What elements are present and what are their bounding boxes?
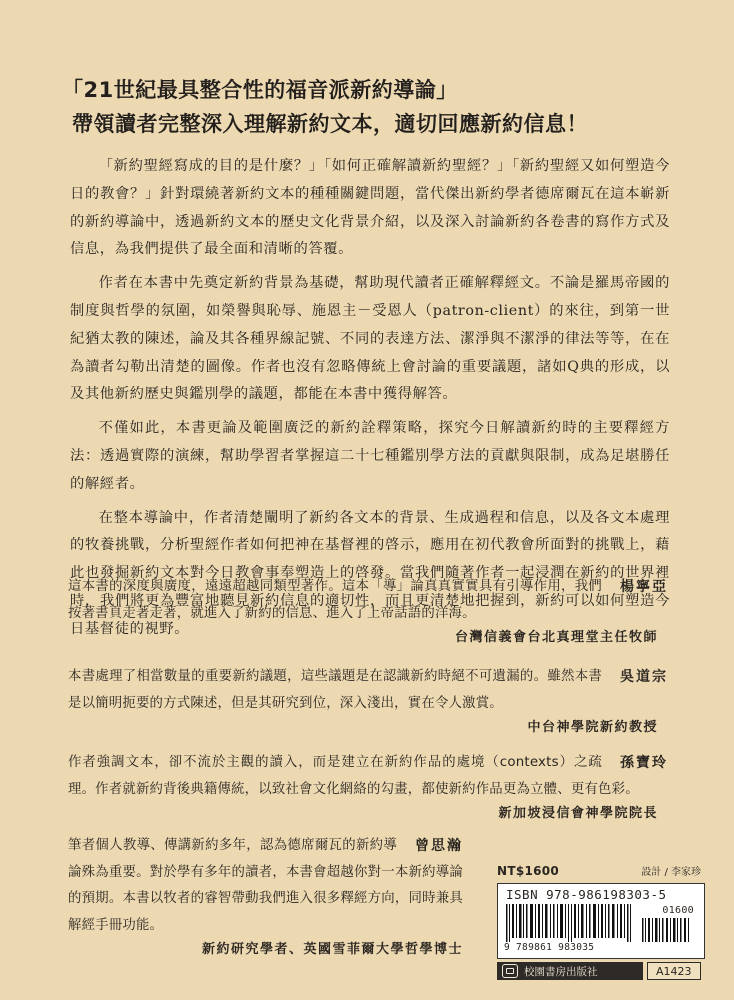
endorser-name: 楊寧亞	[620, 579, 668, 595]
publisher	[497, 962, 643, 980]
isbn: ISBN 978-986198303-5	[506, 887, 667, 902]
endorsement-text: 這本書的深度與廣度，遠遠超越同類型著作。這本「導」論真真實實具有引導作用，我們按著書頁走著走著，就進入了新約的信息、進入了上帝話語的洋海。	[68, 579, 602, 621]
price: NT$1600	[497, 864, 560, 878]
endorsement-text: 作者強調文本，卻不流於主觀的讀入，而是建立在新約作品的處境（contexts）之疏理。作者就新約背後典籍傳統，以致社會文化網絡的勾畫，都使新約作品更為立體、更有色彩。	[68, 755, 639, 797]
barcode-addon-number: 01600	[662, 905, 694, 916]
endorsement	[68, 664, 668, 739]
endorser-title: 中台神學院新約教授	[527, 720, 658, 735]
endorser-name: 吳道宗	[620, 669, 668, 685]
headline-tagline: 「21世紀最具整合性的福音派新約導論」	[62, 78, 458, 102]
endorsement-text: 筆者個人教導、傳講新約多年，認為德席爾瓦的新約導論殊為重要。對於學有多年的讀者，本書會超越你對一本新約導論的預期。本書以牧者的睿智帶動我們進入很多釋經方向，同時兼具解經手冊功能。	[68, 838, 463, 933]
endorsement-text: 本書處理了相當數量的重要新約議題，這些議題是在認識新約時絕不可遺漏的。雖然本書是以簡明扼要的方式陳述，但是其研究到位，深入淺出，實在令人激賞。	[68, 669, 602, 711]
product-info	[497, 863, 707, 980]
description-paragraph: 「新約聖經寫成的目的是什麼？」「如何正確解讀新約聖經？」「新約聖經又如何塑造今日的教會？」針對環繞著新約文本的種種關鍵問題，當代傑出新約學者德席爾瓦在這本嶄新的新約導論中，透過新約文本的歷史文化背景介紹，以及深入討論新約各卷書的寫作方式及信息，為我們提供了最全面和清晰的答覆。	[70, 158, 670, 258]
endorser-title: 台灣信義會台北真理堂主任牧師	[454, 630, 658, 645]
barcode-box	[497, 883, 705, 959]
description-paragraph: 在整本導論中，作者清楚闡明了新約各文本的背景、生成過程和信息，以及各文本處理的牧養挑戰，分析聖經作者如何把神在基督裡的啓示，應用在初代教會所面對的挑戰上，藉此也發掘新約文本對今日教會事奉塑造上的啓發。當我們隨著作者一起浸潤在新約的世界裡時，我們將更為豐富地聽見新約信息的適切性，而且更清楚地把握到，新約可以如何塑造今日基督徒的視野。	[70, 509, 670, 637]
endorsement	[68, 750, 668, 825]
designer-credit: 設計 / 李家珍	[641, 867, 701, 878]
publisher-logo-icon	[502, 964, 518, 978]
endorser-name: 曾思瀚	[415, 838, 463, 854]
description-paragraph: 不僅如此，本書更論及範圍廣泛的新約詮釋策略，探究今日解讀新約時的主要釋經方法：透過實際的演練，幫助學習者掌握這二十七種鑑別學方法的貢獻與限制，成為足堪勝任的解經者。	[70, 420, 670, 492]
barcode-number: 9 789861 983035	[504, 942, 595, 953]
endorser-title: 新約研究學者、英國雪菲爾大學哲學博士	[201, 942, 463, 957]
endorser-title: 新加坡浸信會神學院院長	[498, 806, 658, 821]
product-code: A1423	[647, 962, 701, 980]
description-paragraph: 作者在本書中先奠定新約背景為基礎，幫助現代讀者正確解釋經文。不論是羅馬帝國的制度與哲學的氛圍，如榮譽與恥辱、施恩主－受恩人（patron-client）的來往，到第一世紀猶太教的陳述，論及其各種界線記號、不同的表達方法、潔淨與不潔淨的律法等等，在在為讀者勾勒出清楚的圖像。作者也沒有忽略傳統上會討論的重要議題，諸如Q典的形成，以及其他新約歷史與鑑別學的議題，都能在本書中獲得解答。	[70, 275, 670, 403]
publisher-name: 校園書房出版社	[524, 965, 598, 978]
endorsement	[68, 574, 668, 649]
headline-subtitle: 帶領讀者完整深入理解新約文本，適切回應新約信息！	[72, 112, 588, 136]
endorser-name: 孫寶玲	[620, 755, 668, 771]
endorsement	[68, 833, 463, 961]
